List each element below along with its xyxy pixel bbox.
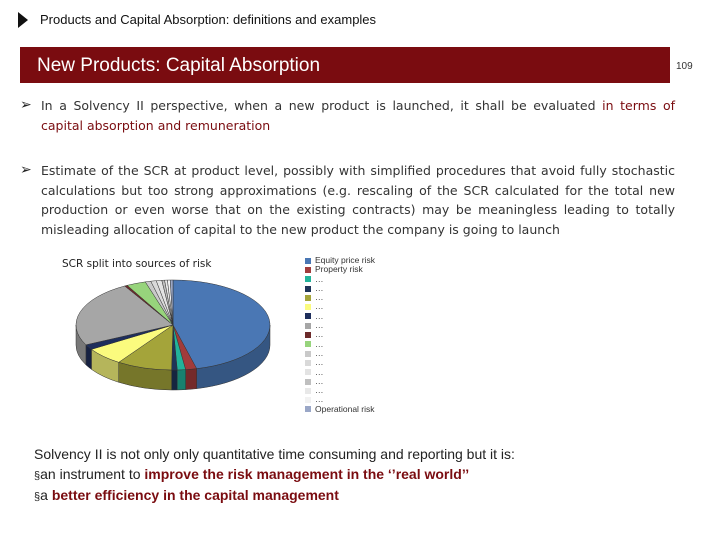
legend-swatch [305,351,311,357]
bullet-1-text [41,96,675,135]
bottom-point-2 [34,486,674,508]
legend-label: … [315,394,324,405]
bullet-2-text: Estimate of the SCR at product level, possibly with simplified procedures that avoid fully stochastic calculations but too strong approximations (e.g. rescaling of the SCR calculated for the total new production or even worse that on the existing contracts) may be meaningless leading to totally misleading allocation of capital to the new product the company is going to launch [41,163,675,237]
legend-label: Property risk [315,264,363,275]
legend-swatch [305,341,311,347]
legend-swatch [305,388,311,394]
legend-swatch [305,286,311,292]
chart-title: SCR split into sources of risk [62,258,212,270]
legend-label: … [315,329,324,340]
legend-swatch [305,323,311,329]
bottom-text [34,445,674,508]
bottom-point-1 [34,465,674,487]
legend-swatch [305,304,311,310]
legend-swatch [305,267,311,273]
bottom-point-2-highlight: better efficiency in the capital management [51,487,339,503]
legend-label: … [315,347,324,358]
legend-swatch [305,295,311,301]
bottom-point-1-highlight: improve the risk management in the ‘’real world’’ [144,465,470,482]
legend-label: … [315,357,324,368]
legend-label: … [315,273,324,284]
section-marker-icon [18,12,28,28]
legend-label: … [315,292,324,303]
pie-slice-side [177,370,185,390]
legend-label: … [315,282,324,293]
legend-swatch [305,276,311,282]
arrow-bullet-icon: ➢ [20,162,32,178]
section-title: Products and Capital Absorption: definitions and examples [40,12,377,27]
legend-swatch [305,258,311,264]
bullet-2 [20,161,675,239]
bottom-intro: Solvency II is not only only quantitative time consuming and reporting but it is: [34,446,515,462]
legend-swatch [305,360,311,366]
bottom-point-2-plain: a [40,487,52,503]
legend-label: … [315,310,324,321]
legend-label: Equity price risk [315,255,375,265]
bottom-point-1-plain: an instrument to [40,465,145,482]
legend-swatch [305,332,311,338]
page-number: 109 [676,61,693,72]
legend-label: … [315,338,324,349]
legend-swatch [305,379,311,385]
legend-label: … [315,301,324,312]
slide-title: New Products: Capital Absorption [37,55,321,76]
legend-label: … [315,320,324,331]
legend-swatch [305,369,311,375]
section-marker: § [34,469,41,482]
legend-swatch [305,397,311,403]
legend-swatch [305,313,311,319]
legend-swatch [305,406,311,412]
legend-label: … [315,375,324,386]
legend-label: … [315,366,324,377]
bullet-1-highlight: in terms of capital absorption and remuneration [41,98,675,133]
section-marker: § [34,491,41,503]
pie-slice-side [186,369,197,390]
bullet-1 [20,96,675,135]
legend-label: … [315,385,324,396]
bullet-1-plain: In a Solvency II perspective, when a new product is launched, it shall be evaluated [41,98,603,113]
legend-item [305,405,395,414]
arrow-bullet-icon: ➢ [20,97,32,113]
legend-label: Operational risk [315,403,375,414]
chart-legend [305,256,395,414]
pie-slice-side [172,370,178,390]
